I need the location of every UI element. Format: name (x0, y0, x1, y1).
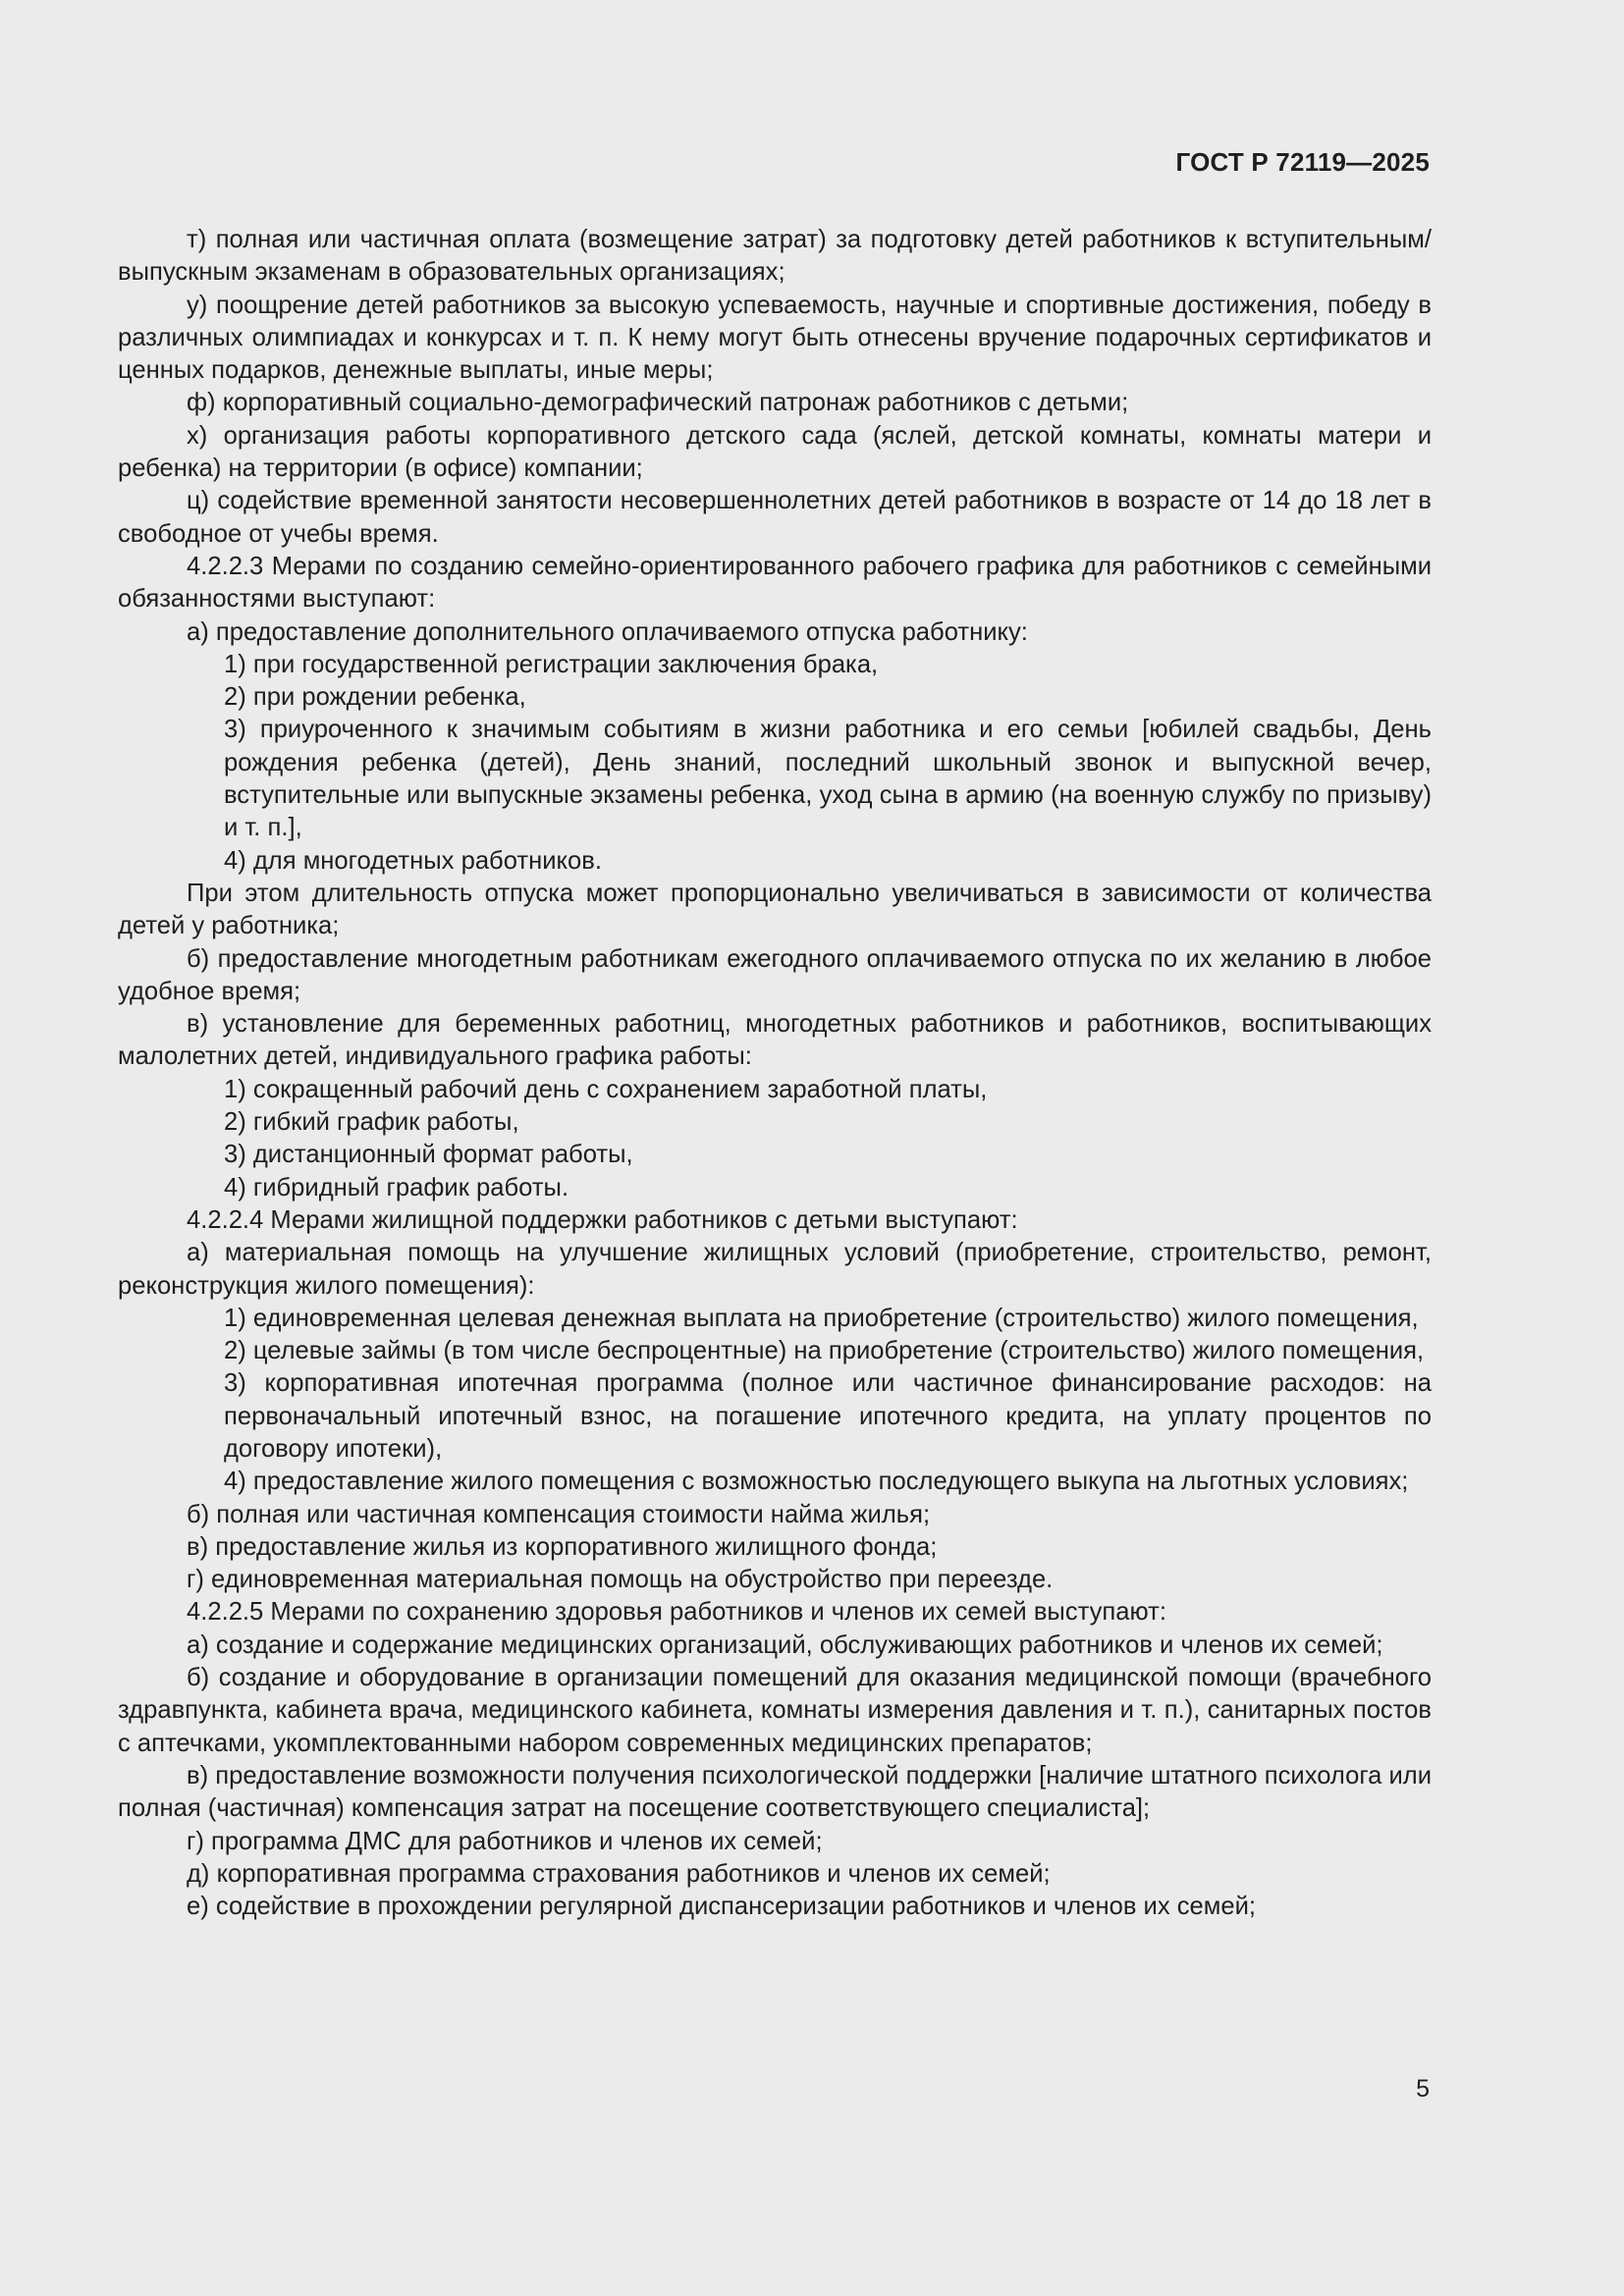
list-item: 4) предоставление жилого помещения с возможностью последующего выкупа на льготных условиях; (224, 1468, 1409, 1496)
list-item: 3) корпоративная ипотечная программа (полное или частичное финансирование расходов: на первоначальный ипотечный взнос, на погашение ипотечного кредита, на уплату процентов по договору ипотеки), (224, 1369, 1432, 1463)
section-heading-4-2-2-3: 4.2.2.3 Мерами по созданию семейно-ориентированного рабочего графика для работников с семейными обязанностями выступают: (118, 552, 1432, 614)
paragraph: а) предоставление дополнительного оплачиваемого отпуска работнику: (187, 617, 1028, 646)
paragraph: е) содействие в прохождении регулярной диспансеризации работников и членов их семей; (187, 1893, 1256, 1921)
paragraph: а) материальная помощь на улучшение жилищных условий (приобретение, строительство, ремонт, реконструкция жилого помещения): (118, 1239, 1432, 1300)
paragraph: д) корпоративная программа страхования работников и членов их семей; (187, 1859, 1051, 1888)
paragraph: в) предоставление возможности получения психологической поддержки [наличие штатного психолога или полная (частичная) компенсация затрат на посещение соответствующего специалиста]; (118, 1761, 1432, 1823)
list-item: 2) целевые займы (в том числе беспроцентные) на приобретение (строительство) жилого помещения, (224, 1337, 1425, 1365)
document-code: ГОСТ Р 72119—2025 (1175, 147, 1430, 177)
list-item: 2) гибкий график работы, (224, 1108, 519, 1137)
paragraph: ф) корпоративный социально-демографический патронаж работников с детьми; (187, 389, 1129, 417)
document-body (118, 224, 1432, 1923)
list-item: 2) при рождении ребенка, (224, 683, 526, 712)
paragraph: в) предоставление жилья из корпоративного жилищного фонда; (187, 1532, 938, 1561)
list-item: 1) единовременная целевая денежная выплата на приобретение (строительство) жилого помещения, (224, 1304, 1419, 1332)
paragraph: в) установление для беременных работниц, многодетных работников и работников, воспитывающих малолетних детей, индивидуального графика работы: (118, 1010, 1432, 1071)
section-heading-4-2-2-5: 4.2.2.5 Мерами по сохранению здоровья работников и членов их семей выступают: (187, 1598, 1166, 1627)
section-heading-4-2-2-4: 4.2.2.4 Мерами жилищной поддержки работников с детьми выступают: (187, 1205, 1018, 1234)
paragraph: При этом длительность отпуска может пропорционально увеличиваться в зависимости от количества детей у работника; (118, 879, 1432, 940)
paragraph: т) полная или частичная оплата (возмещение затрат) за подготовку детей работников к вступительным/выпускным экзаменам в образовательных организациях; (118, 226, 1432, 287)
list-item: 3) приуроченного к значимым событиям в жизни работника и его семьи [юбилей свадьбы, День рождения ребенка (детей), День знаний, последний школьный звонок и выпускной вечер, вступительные или выпускные экзамены ребенка, уход сына в армию (на военную службу по призыву) и т. п.], (224, 716, 1432, 842)
paragraph: а) создание и содержание медицинских организаций, обслуживающих работников и членов их семей; (187, 1630, 1383, 1659)
list-item: 1) при государственной регистрации заключения брака, (224, 650, 879, 678)
paragraph: ц) содействие временной занятости несовершеннолетних детей работников в возрасте от 14 до 18 лет в свободное от учебы время. (118, 487, 1432, 548)
list-item: 3) дистанционный формат работы, (224, 1141, 633, 1169)
page-number: 5 (1416, 2075, 1430, 2103)
paragraph: у) поощрение детей работников за высокую успеваемость, научные и спортивные достижения, победу в различных олимпиадах и конкурсах и т. п. К нему могут быть отнесены вручение подарочных сертификатов и ценных подарков, денежные выплаты, иные меры; (118, 291, 1432, 385)
paragraph: б) создание и оборудование в организации помещений для оказания медицинской помощи (врачебного здравпункта, кабинета врача, медицинского кабинета, комнаты измерения давления и т. п.), санитарных постов с аптечками, укомплектованными набором современных медицинских препаратов; (118, 1664, 1432, 1757)
paragraph: г) программа ДМС для работников и членов их семей; (187, 1827, 823, 1855)
paragraph: б) полная или частичная компенсация стоимости найма жилья; (187, 1500, 931, 1528)
list-item: 1) сокращенный рабочий день с сохранением заработной платы, (224, 1075, 988, 1103)
list-item: 4) для многодетных работников. (224, 846, 602, 875)
paragraph: б) предоставление многодетным работникам ежегодного оплачиваемого отпуска по их желанию в любое удобное время; (118, 944, 1432, 1005)
paragraph: х) организация работы корпоративного детского сада (яслей, детской комнаты, комнаты матери и ребенка) на территории (в офисе) компании; (118, 421, 1432, 483)
list-item: 4) гибридный график работы. (224, 1173, 569, 1201)
paragraph: г) единовременная материальная помощь на обустройство при переезде. (187, 1566, 1054, 1594)
